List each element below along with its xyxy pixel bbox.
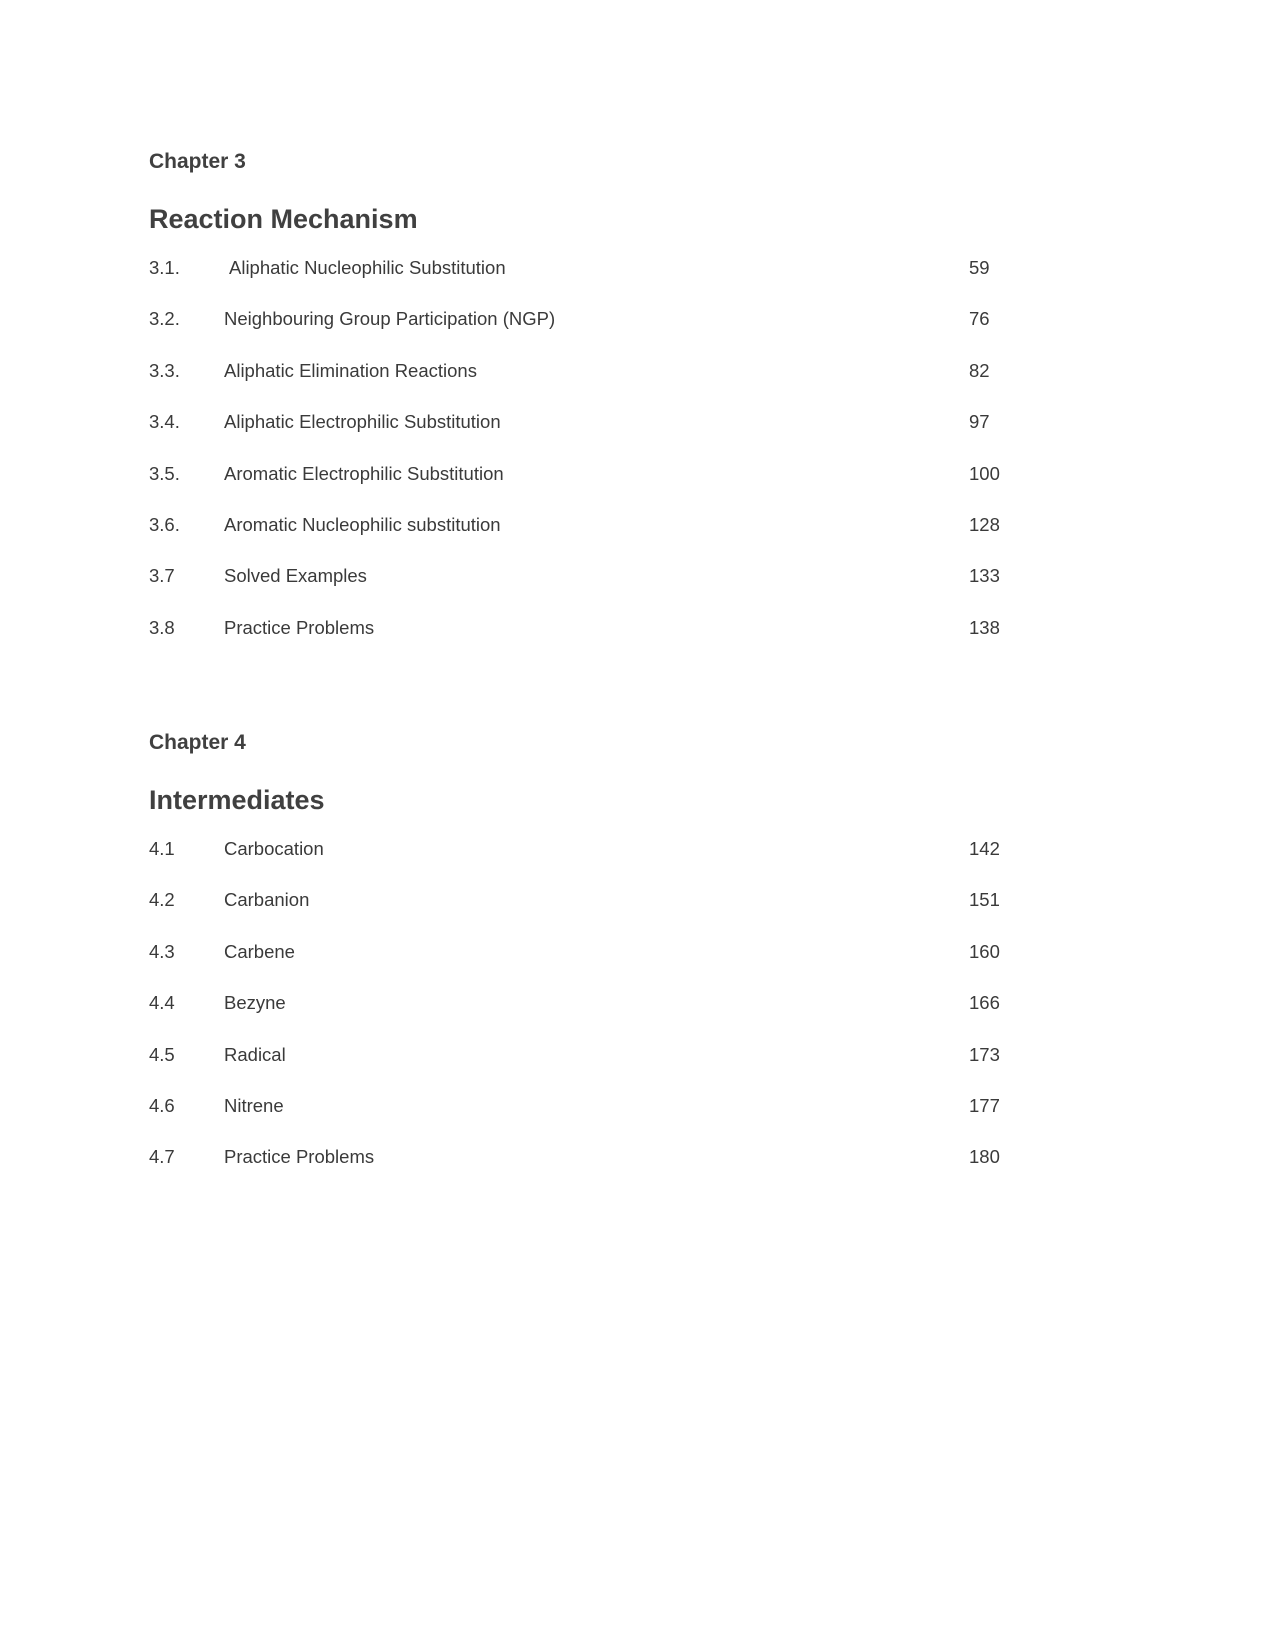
toc-entry[interactable] <box>149 1094 1049 1145</box>
toc-entries <box>149 256 1049 667</box>
entry-title: Neighbouring Group Participation (NGP) <box>224 308 556 330</box>
entry-title: Nitrene <box>224 1094 284 1116</box>
toc-entry[interactable] <box>149 307 1049 358</box>
entry-page-number: 97 <box>969 411 990 433</box>
entry-number: 4.2 <box>149 889 175 911</box>
chapter-label: Chapter 3 <box>149 150 246 173</box>
entry-title: Carbene <box>224 940 295 962</box>
entry-page-number: 128 <box>969 513 1000 535</box>
toc-entry[interactable] <box>149 991 1049 1042</box>
toc-entry[interactable] <box>149 256 1049 307</box>
entry-title: Practice Problems <box>224 616 375 638</box>
entry-page-number: 76 <box>969 308 990 330</box>
entry-page-number: 133 <box>969 565 1000 587</box>
chapter-title: Reaction Mechanism <box>149 204 418 234</box>
entry-title: Solved Examples <box>224 565 367 587</box>
entry-number: 4.6 <box>149 1094 175 1116</box>
toc-entry[interactable] <box>149 1043 1049 1094</box>
entry-number: 4.4 <box>149 992 175 1014</box>
entry-title: Carbocation <box>224 838 324 859</box>
toc-entry[interactable] <box>149 462 1049 513</box>
entry-title: Aliphatic Nucleophilic Substitution <box>229 257 506 278</box>
entry-number: 3.5. <box>149 462 180 484</box>
entry-page-number: 59 <box>969 257 990 278</box>
entry-title: Bezyne <box>224 992 286 1014</box>
entry-title: Practice Problems <box>224 1146 375 1168</box>
entry-number: 3.8 <box>149 616 175 638</box>
toc-entry[interactable] <box>149 564 1049 615</box>
entry-number: 3.6. <box>149 513 180 535</box>
entry-title: Aromatic Electrophilic Substitution <box>224 462 504 484</box>
entry-title: Aromatic Nucleophilic substitution <box>224 513 501 535</box>
chapter-title: Intermediates <box>149 785 325 815</box>
entry-title: Carbanion <box>224 889 310 911</box>
toc-entry[interactable] <box>149 837 1049 888</box>
entry-page-number: 180 <box>969 1146 1000 1168</box>
entry-number: 4.1 <box>149 838 175 859</box>
toc-entry[interactable] <box>149 1145 1049 1196</box>
entry-page-number: 142 <box>969 838 1000 859</box>
entry-title: Aliphatic Elimination Reactions <box>224 359 477 381</box>
toc-entry[interactable] <box>149 410 1049 461</box>
toc-entry[interactable] <box>149 940 1049 991</box>
entry-page-number: 177 <box>969 1094 1000 1116</box>
entry-page-number: 160 <box>969 940 1000 962</box>
entry-number: 3.1. <box>149 257 180 278</box>
entry-number: 4.3 <box>149 940 175 962</box>
entry-title: Radical <box>224 1043 286 1065</box>
toc-entry[interactable] <box>149 616 1049 667</box>
toc-entry[interactable] <box>149 359 1049 410</box>
entry-page-number: 151 <box>969 889 1000 911</box>
entry-page-number: 138 <box>969 616 1000 638</box>
entry-number: 3.2. <box>149 308 180 330</box>
toc-entry[interactable] <box>149 513 1049 564</box>
entry-page-number: 100 <box>969 462 1000 484</box>
entry-number: 3.7 <box>149 565 175 587</box>
entry-page-number: 82 <box>969 359 990 381</box>
entry-number: 4.5 <box>149 1043 175 1065</box>
toc-entries <box>149 837 1049 1197</box>
chapter-4-section <box>149 729 1049 1197</box>
entry-title: Aliphatic Electrophilic Substitution <box>224 411 501 433</box>
toc-entry[interactable] <box>149 888 1049 939</box>
entry-number: 4.7 <box>149 1146 175 1168</box>
chapter-3-section <box>149 148 1049 667</box>
entry-page-number: 173 <box>969 1043 1000 1065</box>
entry-number: 3.4. <box>149 411 180 433</box>
entry-number: 3.3. <box>149 359 180 381</box>
chapter-label: Chapter 4 <box>149 731 246 754</box>
entry-page-number: 166 <box>969 992 1000 1014</box>
